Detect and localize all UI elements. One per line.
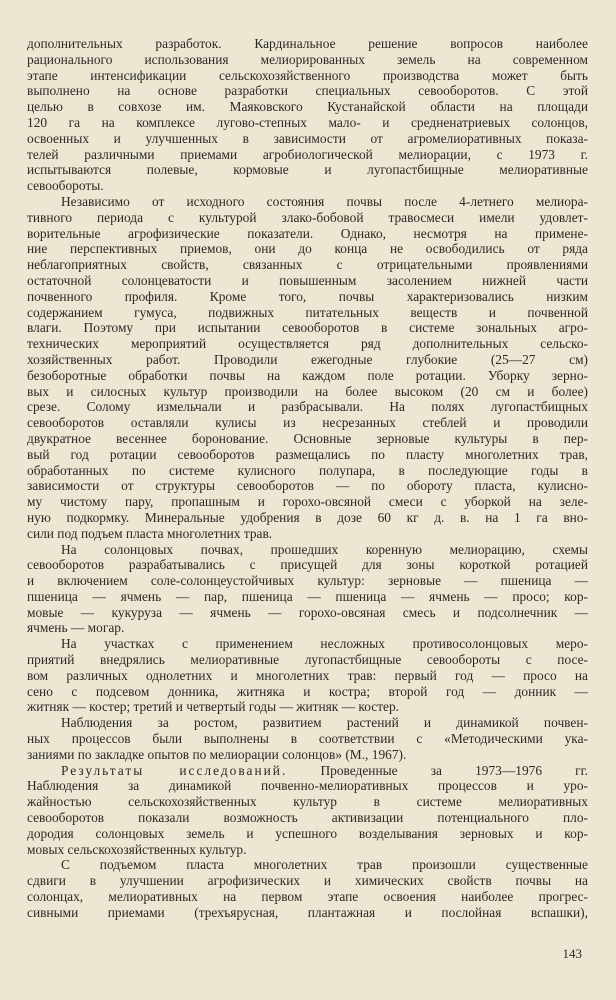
text-line: пшеница — ячмень — пар, пшеница — пшеница — ячмень — просо; кор-	[27, 588, 588, 604]
text-line: му чистому пару, пропашным и горохо-овсяной смеси с уборкой на зеле-	[27, 494, 588, 510]
text-line: освоенных и улучшенных в зависимости от агромелиоративных показа-	[27, 130, 588, 146]
text-line: хозяйственных работ. Проводили ежегодные глубокие (25—27 см)	[27, 351, 588, 367]
text-line: целью в совхозе им. Маяковского Кустанайской области на площади	[27, 99, 588, 115]
text-line: этапе интенсификации сельскохозяйственного производства может быть	[27, 67, 588, 83]
text-line: содержанием гумуса, подвижных питательных веществ и почвенной	[27, 304, 588, 320]
text-line: двукратное весеннее боронование. Основные зерновые культуры в пер-	[27, 430, 588, 446]
text-line: технических мероприятий осуществляется ряд дополнительных сельско-	[27, 336, 588, 352]
paragraph-3	[27, 542, 588, 637]
text-line: ячмень — могар.	[27, 620, 125, 636]
text-line: заниями по закладке опытов по мелиорации солонцов» (М., 1967).	[27, 746, 407, 762]
text-line: ную подкормку. Минеральные удобрения в дозе 60 кг д. в. на 1 га вно-	[27, 509, 588, 525]
text-line: Независимо от исходного состояния почвы после 4-летнего мелиора-	[61, 193, 588, 209]
text-line: С подъемом пласта многолетних трав произошли существенные	[61, 857, 588, 873]
text-line: мовые — кукуруза — ячмень — горохо-овсяная смесь и подсолнечник —	[27, 604, 588, 620]
paragraph-5	[27, 715, 588, 762]
text-line: зависимости от структуры севооборотов — по обороту пласта, кулисно-	[27, 478, 588, 494]
text-line: дополнительных разработок. Кардинальное решение вопросов наиболее	[27, 36, 588, 51]
paragraph-2	[27, 194, 588, 542]
paragraph-7	[27, 857, 588, 920]
text-line: срезе. Солому измельчали и разбрасывали. На полях лугопастбищных	[27, 399, 588, 415]
paragraph-4	[27, 636, 588, 715]
text-line: приятий внедрялись мелиоративные лугопастбищные севообороты с посе-	[27, 652, 588, 668]
page-number: 143	[562, 946, 582, 961]
text-line: На участках с применением несложных противосолонцовых меро-	[61, 636, 588, 652]
text-line: сили под подъем пласта многолетних трав.	[27, 525, 273, 541]
text-line: сивными приемами (трехъярусная, плантажная и послойная вспашки),	[27, 904, 588, 920]
text-line: севооборотов показали возможность активизации потенциального пло-	[27, 810, 588, 826]
results-lead: Проведенные за 1973—1976 гг.	[320, 762, 588, 778]
text-line: Наблюдения за динамикой почвенно-мелиоративных процессов и уро-	[27, 778, 588, 794]
text-line: выполнено на основе разработки специальных севооборотов. С этой	[27, 83, 588, 99]
paragraph-1	[27, 36, 588, 194]
text-line: вом различных однолетних и многолетних трав: первый год — просо на	[27, 667, 588, 683]
text-line: обработанных по системе кулисного полупара, в последующие годы в	[27, 462, 588, 478]
text-line: телей различными приемами агробиологической мелиорации, с 1973 г.	[27, 146, 588, 162]
text-line: житняк — костер; третий и четвертый годы — житняк — костер.	[27, 699, 400, 715]
text-line: жайностью сельскохозяйственных культур в системе мелиоративных	[27, 794, 588, 810]
text-line: безоборотные обработки почвы на каждом поле ротации. Уборку зерно-	[27, 367, 588, 383]
text-line: тивного периода с культурой злако-бобовой травосмеси имели удовлет-	[27, 209, 588, 225]
text-line: вых и силосных культур производили на более высоком (20 см и более)	[27, 383, 588, 399]
paragraph-results	[27, 763, 588, 858]
text-line: севооборотов разрабатывались с присущей для зоны короткой ротацией	[27, 557, 588, 573]
text-line: 120 га на комплексе лугово-степных мало- и средненатриевых солонцов,	[27, 114, 588, 130]
text-line: сено с подсевом донника, житняка и костра; второй год — донник —	[27, 683, 588, 699]
text-line: солонцах, мелиоративных на первом этапе освоения наиболее прогрес-	[27, 889, 588, 905]
text-line: почвенного профиля. Кроме того, почвы характеризовались низким	[27, 288, 588, 304]
text-line: севообороты.	[27, 178, 104, 194]
text-line: На солонцовых почвах, прошедших коренную мелиорацию, схемы	[61, 541, 588, 557]
text-line: рационального использования мелиорированных земель на современном	[27, 51, 588, 67]
text-line: мовых сельскохозяйственных культур.	[27, 841, 247, 857]
results-line	[27, 763, 588, 779]
text-line: дородия солонцовых земель и успешного возделывания зерновых и кор-	[27, 825, 588, 841]
text-line: Наблюдения за ростом, развитием растений и динамикой почвен-	[61, 715, 588, 731]
text-line: ных процессов были выполнены в соответствии с «Методическими ука-	[27, 731, 588, 747]
text-line: вый год ротации севооборотов размещались по пласту многолетних трав,	[27, 446, 588, 462]
results-heading: Результаты исследований.	[61, 762, 288, 778]
text-line: испытываются полевые, кормовые и лугопастбищные мелиоративные	[27, 162, 588, 178]
text-line: и включением соле-солонцеустойчивых культур: зерновые — пшеница —	[27, 573, 588, 589]
text-line: сдвиги в улучшении агрофизических и химических свойств почвы на	[27, 873, 588, 889]
text-line: неблагоприятных свойств, связанных с отрицательными проявлениями	[27, 257, 588, 273]
text-line: влаги. Поэтому при испытании севооборотов в системе зональных агро-	[27, 320, 588, 336]
text-line: ворительные агрофизические показатели. Однако, несмотря на примене-	[27, 225, 588, 241]
text-line: ние перспективных приемов, они до конца не освободились от ряда	[27, 241, 588, 257]
text-line: севооборотов оставляли кулисы из несрезанных стеблей и проводили	[27, 415, 588, 431]
text-line: остаточной солонцеватости и повышенным засолением нижней части	[27, 272, 588, 288]
